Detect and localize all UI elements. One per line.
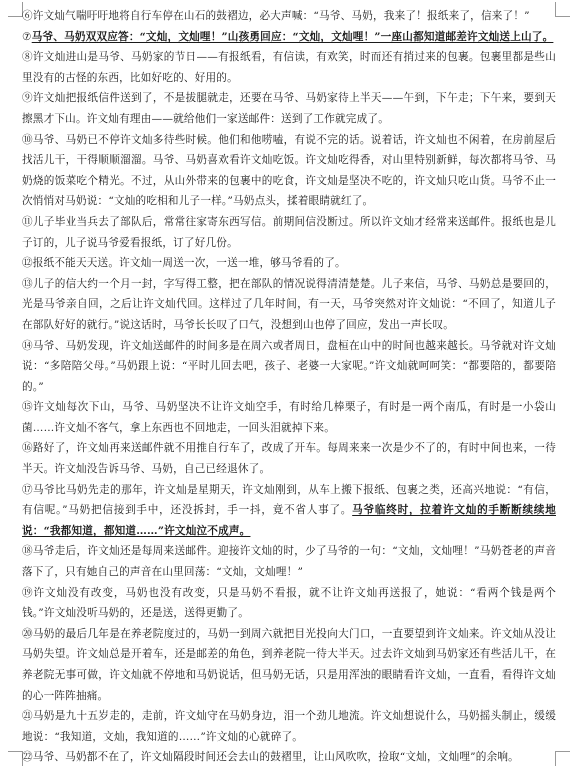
- paragraph-text: ⑬儿子的信大约一个月一封，字写得工整，把在部队的情况说得清清楚楚。儿子来信，马爷、马奶总是要回的，光是马爷亲自回，之后让许文灿代回。这样过了几年时间，有一天，马爷突然对许文灿说：“不回了，知道儿子在部队好好的就行。”说这话时，马爷长长叹了口气，没想到山也停了回应，发出一声长叹。: [22, 277, 556, 331]
- paragraph-19: [22, 583, 556, 624]
- paragraph-12: [22, 253, 556, 274]
- paragraph-text: ⑳马奶的最后几年是在养老院度过的，马奶一到周六就把目光投向大门口，一直要望到许文灿来。许文灿从没让马奶失望。许文灿总是开着车，还是邮差的角色，到养老院一待大半天。过去许文灿到马奶家还有些活儿干，在养老院无事可做，许文灿就不停地和马奶说话，但马奶无话，只是用浑浊的眼睛看许文灿，一直看，看得许文灿的心一阵阵抽痛。: [22, 627, 556, 702]
- paragraph-text: ⑯路好了，许文灿再来送邮件就不用推自行车了，改成了开车。每周来来一次是少不了的，有时中间也来，一待半天。许文灿没告诉马爷、马奶，自己已经退休了。: [22, 442, 556, 476]
- paragraph-text: ⑪儿子毕业当兵去了部队后，常常往家寄东西写信。前期间信没断过。所以许文灿才经常来送邮件。报纸也是儿子订的，儿子说马爷爱看报纸，订了好几份。: [22, 215, 556, 249]
- paragraph-14: [22, 336, 556, 398]
- paragraph-text: ⑱马爷走后，许文灿还是每周来送邮件。迎接许文灿的时，少了马爷的一句：“文灿，文灿哩！”马奶苍老的声音落下了，只有她自己的声音在山里回荡：“文灿，文灿哩！”: [22, 545, 556, 579]
- paragraph-text: ⑧许文灿进山是马爷、马奶家的节日——有报纸看，有信读，有欢笑，时而还有捎过来的包裹。包裹里都是些山里没有的古怪的东西，比如好吃的、好用的。: [22, 51, 556, 84]
- paragraph-text: ⑰马爷比马奶先走的那年，许文灿是星期天，许文灿刚到，从车上搬下报纸、包裹之类，还高兴地说：“有信，有信呢。”马奶把信接到手中，还没拆封，手一抖，竟不省人事了。: [22, 483, 556, 517]
- paragraph-22: [22, 747, 556, 768]
- paragraph-9: [22, 88, 556, 129]
- paragraph-text: ⑦: [22, 30, 32, 43]
- paragraph-20: [22, 624, 556, 706]
- paragraph-16: [22, 438, 556, 479]
- paragraph-13: [22, 274, 556, 336]
- document-page: [22, 6, 556, 768]
- paragraph-text: ⑨许文灿把报纸信件送到了，不是拔腿就走，还要在马爷、马奶家待上半天——午到，下午走；下午来，要到天擦黑才下山。许文灿有理由——就给他们一家送邮件：送到了工作就完成了。: [22, 92, 556, 125]
- paragraph-6: [22, 6, 556, 27]
- paragraph-text: ⑫报纸不能天天送。许文灿一周送一次，一送一堆，够马爷看的了。: [22, 257, 346, 270]
- paragraph-7: [22, 27, 556, 48]
- crop-mark-bottom-right: [555, 751, 570, 766]
- underlined-sentence: 马爷、马奶双双应答：“文灿，文灿哩！”山孩勇回应：“文灿，文灿哩！”一座山都知道邮差许文灿送上山了。: [31, 30, 554, 43]
- crop-mark-top-right: [555, 2, 570, 17]
- paragraph-text: ⑭马爷、马奶发现，许文灿送邮件的时间多是在周六或者周日，盘桓在山中的时间也越来越长。马爷就对许文灿说：“多陪陪父母。”马奶跟上说：“平时儿回去吧，孩子、老婆一大家呢。”许文灿就呵呵笑：“都要陪的，都要陪的。”: [22, 339, 556, 393]
- paragraph-text: ⑮许文灿每次下山，马爷、马奶坚决不让许文灿空手，有时给几棒栗子，有时是一两个南瓜，有时是一小袋山菌……许文灿不客气，拿上东西也不回地走，一回头泪就掉下来。: [22, 401, 556, 434]
- paragraph-8: [22, 47, 556, 88]
- paragraph-text: ㉒马爷、马奶都不在了，许文灿隔段时间还会去山的鼓褶里，让山风吹吹，捡取“文灿，文灿哩”的余响。: [22, 751, 519, 764]
- paragraph-17: [22, 480, 556, 542]
- paragraph-10: [22, 130, 556, 212]
- crop-mark-top-left: [8, 2, 23, 17]
- crop-mark-bottom-left: [8, 751, 23, 766]
- paragraph-21: [22, 706, 556, 747]
- underlined-sentence: 马爷临终时，拉着许文灿的手断断续续地说：“我都知道，都知道……”许文灿泣不成声。: [22, 504, 556, 537]
- paragraph-15: [22, 397, 556, 438]
- paragraph-text: ⑩马爷、马奶已不停许文灿多待些时候。他们和他唠嗑，有说不完的话。说着话，许文灿也不闲着，在房前屋后找活儿干，干得顺顺溜溜。马爷、马奶喜欢看许文灿吃饭。许文灿吃得香，对山里特别新鲜，每次都将马爷、马奶烧的饭菜吃个精光。不过，从山外带来的包裹中的吃食，许文灿是坚决不吃的，许文灿只吃山货。马爷不止一次悄悄对马奶说：“文灿的吃相和儿子一样。”马奶点头，揉着眼睛就红了。: [22, 133, 556, 208]
- paragraph-text: ㉑马奶是九十五岁走的，走前，许文灿守在马奶身边，泪一个劲儿地流。许文灿想说什么，马奶摇头制止，缓缓地说：“我知道，文灿，我知道的……”许文灿的心就碎了。: [22, 710, 556, 743]
- paragraph-text: ⑲许文灿没有改变，马奶也没有改变，只是马奶不看报，就不让许文灿再送报了，她说：“看两个钱是两个钱。”许文灿没听马奶的，还是送，送得更勤了。: [22, 586, 556, 620]
- paragraph-11: [22, 212, 556, 253]
- paragraph-18: [22, 541, 556, 582]
- paragraph-text: ⑥许文灿气喘吁吁地将自行车停在山石的鼓褶边，必大声喊：“马爷、马奶，我来了！报纸来了，信来了！”: [22, 10, 530, 22]
